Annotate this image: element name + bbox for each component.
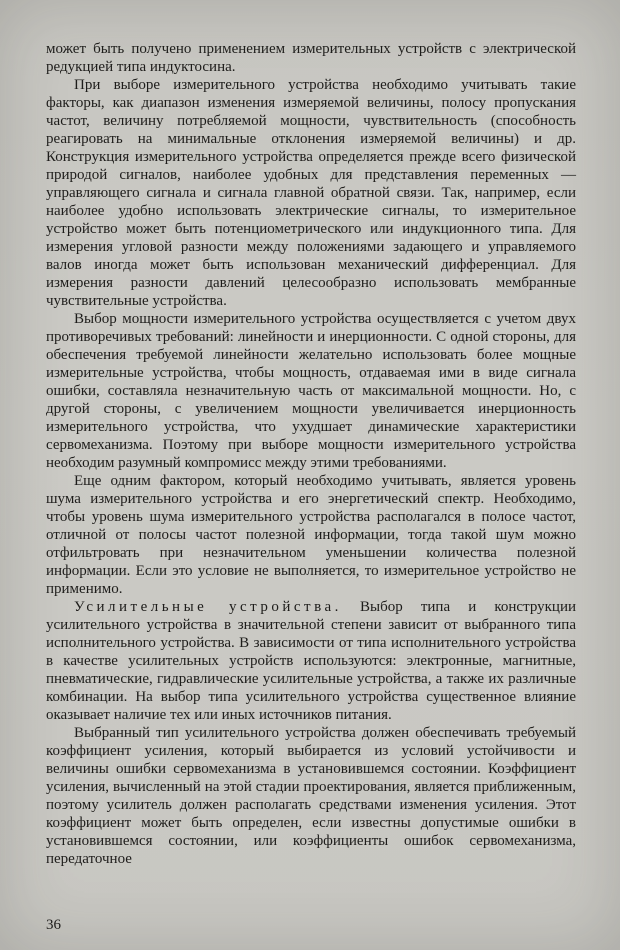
paragraph-factors: При выборе измерительного устройства необходимо учитывать такие факторы, как диапазон изменения измеряемой величины, полосу пропускания частот, величину потребляемой мощности, чувствительность (способность реагировать на минимальные отклонения измеряемой величины) и др. Конструкция измерительного устройства определяется прежде всего физической природой сигналов, наиболее удобных для представления переменных — управляющего сигнала и сигнала главной обратной связи. Так, например, если наиболее удобно использовать электрические сигналы, то измерительное устройство может быть потенциометрического или индукционного типа. Для измерения угловой разности между положениями задающего и управляемого валов иногда может быть использован механический дифференциал. Для измерения разности давлений целесообразно использовать мембранные чувствительные устройства.: [46, 77, 576, 309]
paragraph-noise-level: Еще одним фактором, который необходимо учитывать, является уровень шума измерительного устройства и его энергетический спектр. Необходимо, чтобы уровень шума измерительного устройства располагался в полосе частот, отличной от полосы частот полезной информации, тогда такой шум можно отфильтровать при незначительном уменьшении количества полезной информации. Если это условие не выполняется, то измерительное устройство не применимо.: [46, 473, 576, 597]
section-heading-amplifier-devices: Усилительные устройства.: [74, 599, 342, 615]
paragraph-amplifier-devices-text: Выбор типа и конструкции усилительного устройства в значительной степени зависит от выбранного типа исполнительного устройства. В зависимости от типа исполнительного устройства в качестве усилительных устройств используются: электронные, магнитные, пневматические, гидравлические усилительные устройства, а также их различные комбинации. На выбор типа усилительного устройства существенное влияние оказывает наличие тех или иных источников питания.: [46, 599, 576, 723]
paragraph-power-choice: Выбор мощности измерительного устройства осуществляется с учетом двух противоречивых требований: линейности и инерционности. С одной стороны, для обеспечения требуемой линейности желательно использовать более мощные измерительные устройства, чтобы мощность, отдаваемая ими в виде сигнала ошибки, составляла незначительную часть от максимальной мощности. Но, с другой стороны, с увеличением мощности увеличивается инерционность измерительного устройства, что ухудшает динамические характеристики сервомеханизма. Поэтому при выборе мощности измерительного устройства необходим разумный компромисс между этими требованиями.: [46, 311, 576, 471]
page-number: 36: [46, 917, 61, 933]
paragraph-gain-coefficient: Выбранный тип усилительного устройства должен обеспечивать требуемый коэффициент усиления, который выбирается из условий устойчивости и величины ошибки сервомеханизма в установившемся состоянии. Коэффициент усиления, вычисленный на этой стадии проектирования, является приближенным, поэтому усилитель должен располагать средствами изменения усиления. Этот коэффициент может быть определен, если известны допустимые ошибки в установившемся состоянии, или коэффициенты ошибок сервомеханизма, передаточное: [46, 725, 576, 867]
paragraph-continuation: может быть получено применением измерительных устройств с электрической редукцией типа индуктосина.: [46, 41, 576, 75]
paragraph-amplifier-devices: [46, 598, 576, 724]
text-block: [46, 40, 576, 868]
